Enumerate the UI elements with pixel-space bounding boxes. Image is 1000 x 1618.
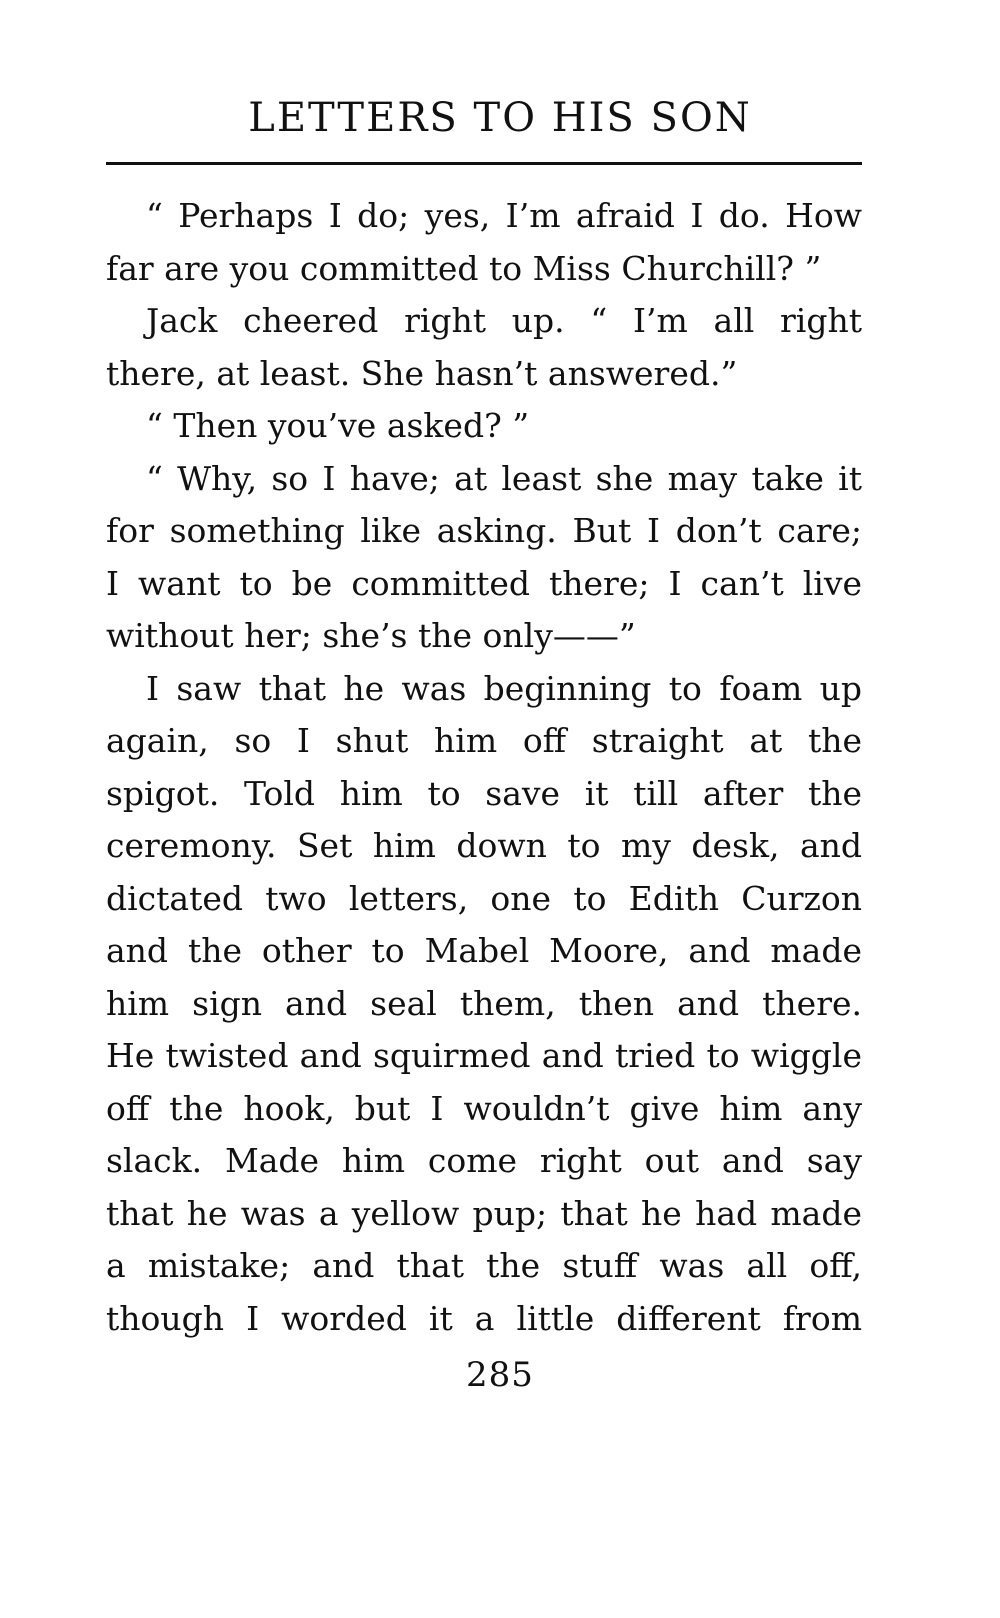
text-line: him sign and seal them, then and there. bbox=[106, 983, 862, 1023]
text-line: ceremony. Set him down to my desk, and bbox=[106, 826, 862, 865]
text-line: I saw that he was beginning to foam up bbox=[146, 668, 862, 708]
text-line: and the other to Mabel Moore, and made bbox=[106, 931, 862, 970]
text-line: slack. Made him come right out and say bbox=[106, 1141, 862, 1180]
text-line: again, so I shut him off straight at the bbox=[106, 721, 862, 760]
text-line: “ Then you’ve asked? ” bbox=[146, 406, 530, 445]
text-line: He twisted and squirmed and tried to wiggle bbox=[106, 1036, 862, 1075]
text-line: without her; she’s the only——” bbox=[106, 616, 636, 655]
text-line: though I worded it a little different from bbox=[106, 1298, 862, 1338]
text-line: that he was a yellow pup; that he had made bbox=[106, 1193, 862, 1233]
text-line: spigot. Told him to save it till after the bbox=[106, 773, 862, 813]
text-line: “ Perhaps I do; yes, I’m afraid I do. How bbox=[146, 196, 862, 235]
text-line: a mistake; and that the stuff was all off, bbox=[106, 1246, 862, 1285]
text-line: “ Why, so I have; at least she may take it bbox=[146, 458, 862, 498]
header-rule bbox=[106, 162, 862, 165]
body-text bbox=[106, 190, 862, 1345]
text-line: off the hook, but I wouldn’t give him any bbox=[106, 1088, 862, 1128]
text-line: Jack cheered right up. “ I’m all right bbox=[146, 301, 862, 340]
running-head: LETTERS TO HIS SON bbox=[248, 95, 752, 141]
text-line: for something like asking. But I don’t care; bbox=[106, 511, 862, 550]
text-line: far are you committed to Miss Churchill? ” bbox=[106, 248, 822, 288]
text-line: there, at least. She hasn’t answered.” bbox=[106, 353, 738, 393]
page-number: 285 bbox=[466, 1355, 534, 1395]
text-line: I want to be committed there; I can’t live bbox=[106, 563, 862, 603]
text-line: dictated two letters, one to Edith Curzon bbox=[106, 878, 862, 918]
